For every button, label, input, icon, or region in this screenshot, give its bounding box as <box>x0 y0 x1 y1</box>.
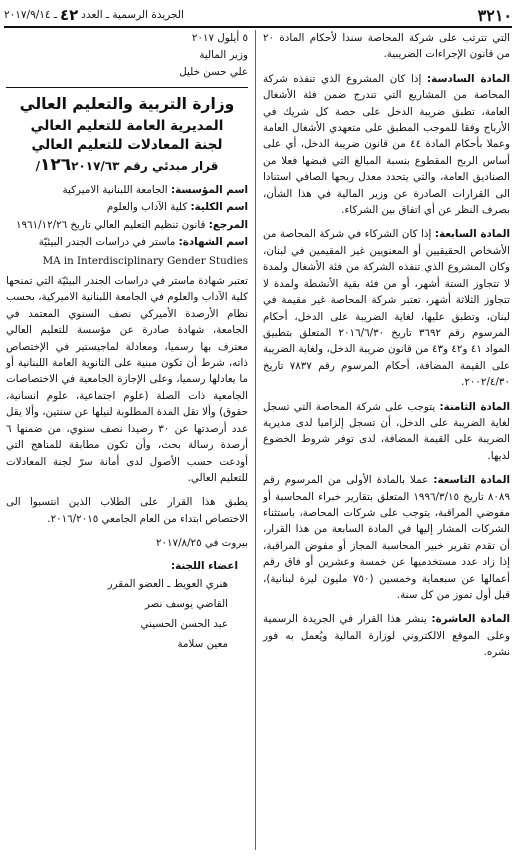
decision-body: تعتبر شهادة ماستر في دراسات الجندر البيئيّة التي تمنحها كلية الآداب والعلوم في الجامعة اللبنانية الاميركية، بحسب نظام الأرصدة الأميركي نصف السنوي المعتمد في الجامعة، شهادة صادرة عن مؤسسة للتعليم العالي معترف بها رسميا، ومعادلة لماجيستير في الإختصاص ذاته، شرط أن تكون مبنية على الثانوية العامة اللبنانية أو ما يعادلها رسميا، وعلى الإجازة الجامعية في الاختصاصات الجامعية ذات الصلة (علوم اجتماعية، علوم انسانية، حقوق) وألا تقل المدة المطلوبة لنيلها عن سنتين، وألا يقل عدد أرصدتها عن ٣٠ رصيدا نصف سنوي، من ضمنها ٦ أرصدة رسالة بحث، وأن تكون مطابقة للمناهج التي أودعت حسب الأصول لدى أمانة سرّ لجنة المعادلات للتعليم العالي. <box>6 275 248 484</box>
field-degree <box>6 234 248 250</box>
page-header <box>4 4 512 28</box>
article-9 <box>263 472 510 603</box>
committee-title: لجنة المعادلات للتعليم العالي <box>31 137 223 153</box>
committee-members <box>6 574 248 654</box>
decree-label: قرار مبدئي رقم <box>123 159 219 173</box>
field-faculty <box>6 199 248 215</box>
field-reference <box>6 217 248 233</box>
right-column <box>263 30 510 661</box>
member-name: هنري العويط ـ العضو المقرر <box>107 577 228 590</box>
continued-text: التي تترتب على شركة المحاصة سندا لأحكام المادة ٢٠ من قانون الإجراءات الضريبية. <box>263 32 510 61</box>
article-text: ينشر هذا القرار في الجريدة الرسمية وعلى الموقع الالكتروني لوزارة المالية ويُعمل به فور نشره. <box>263 613 510 659</box>
field-value: ماستر في دراسات الجندر البيئيّة <box>38 236 179 249</box>
field-label: المرجع: <box>208 218 248 231</box>
article-text: إذا كان الشركاء في شركة المحاصة من الأشخاص الحقيقيين أو المعنويين غير المقيمين في لبنان، وكان المشروع الذي تنفذه الشركة من فئة الأشغال ولمدة لا تتجاوز الستة أشهر، أو من فئة بقية الأنشطة ولمدة لا تتجاوز الثلاثة أشهر، تعتبر شركة المحاصة غير مقيمة في لبنان، وتطبق عليها، لغاية الضريبة على الدخل، أحكام المرسوم رقم ٣٦٩٢ تاريخ ٢٠١٦/٦/٣٠ المتعلق بتطبيق المواد ٤١ و٤٢ و٤٣ من قانون ضريبة الدخل، ولغاية الضريبة على القيمة المضافة، أحكام المرسوم رقم ٧٨٣٧ تاريخ ٢٠٠٢/٤/٣٠. <box>263 228 510 389</box>
article-text: إذا كان المشروع الذي تنفذه شركة المحاصة من المشاريع التي تندرج ضمن فئة الأشغال العامة، تطبق ضريبة الدخل على حصة كل شريك في الأرباح وفقا للموجب المطبق على متعهدي الأشغال العامة وعملا بأحكام المادة ٤٤ من قانون ضريبة الدخل، أي على أساس الربح المقطوع بنسبة المبالغ التي قبضها فعلا من الصناديق العامة، والتي يتحدد معدل ربحها الصافي استنادا الى القرارات الصادرة عن وزير المالية في هذا الشأن، بصرف النظر عن أي اتفاق بين الشركاء. <box>263 72 510 217</box>
field-institution <box>6 182 248 198</box>
field-value: قانون تنظيم التعليم العالي تاريخ ١٩٦١/١٢/٢٦ <box>15 218 209 231</box>
article-label: المادة الثامنة: <box>439 400 510 413</box>
committee-members-title: اعضاء اللجنة: <box>170 559 238 572</box>
article-8 <box>263 399 510 465</box>
running-title <box>4 6 184 24</box>
member-name: عبد الحسن الحسيني <box>140 617 228 630</box>
article-label: المادة السادسة: <box>426 72 510 85</box>
minister-signoff <box>6 30 248 81</box>
member-name: القاضي يوسف نصر <box>144 597 228 610</box>
issue-number: ٤٢ <box>59 6 79 24</box>
field-label: اسم الشهادة: <box>178 236 248 249</box>
member-name: معين سلامة <box>177 637 228 650</box>
article-label: المادة السابعة: <box>434 228 510 241</box>
issue-date: ـ ٢٠١٧/٩/١٤ <box>4 9 57 21</box>
article-label: المادة التاسعة: <box>433 474 510 487</box>
field-value: كلية الآداب والعلوم <box>106 201 191 214</box>
gazette-name: الجريدة الرسمية ـ العدد <box>81 9 184 21</box>
field-label: اسم المؤسسة: <box>170 184 248 196</box>
decree-heading <box>6 155 248 176</box>
article-6 <box>263 71 510 219</box>
article-text: عملا بالمادة الأولى من المرسوم رقم ٨٠٨٩ تاريخ ١٩٩٦/٣/١٥ المتعلق بتقارير خبراء المحاسبة أو مفوضي المراقبة، يتوجب على شركات المحاصة، باستثناء الشركات المشار إليها في المادة السابعة من هذا القرار، أن تقدم تقرير خبير المحاسبة المجاز أو مفوض المراقبة، إذا زاد عدد مستخدميها عن خمسة وعشرين أو فاق رقم أعمالها عن سبعماية وخمسين (٧٥٠ مليون ليرة لبنانية)، قبل أول تموز من كل سنة. <box>263 474 510 601</box>
field-label: اسم الكلية: <box>190 201 248 214</box>
page-number: ٣٢١٠ <box>477 5 512 25</box>
ministry-title: وزارة التربية والتعليم العالي <box>19 95 235 113</box>
directorate-title: المديرية العامة للتعليم العالي <box>30 118 224 134</box>
article-7 <box>263 226 510 390</box>
decree-number: ١٢٦ <box>39 155 72 175</box>
section-separator <box>6 87 248 88</box>
article-text: يتوجب على شركة المحاصة التي تسجل لغاية الضريبة على الدخل، أن تسجل إلزاميا لدى مديرية الضريبة على القيمة المضافة، لدى توفر شروط الخضوع لديها. <box>263 400 510 462</box>
field-value: الجامعة اللبنانية الاميركية <box>62 184 171 196</box>
article-10 <box>263 611 510 660</box>
place-date: بيروت في ٢٠١٧/٨/٢٥ <box>155 537 248 550</box>
applicability-text: يطبق هذا القرار على الطلاب الذين انتسبوا الى الاختصاص ابتداء من العام الجامعي ٢٠١٦/٢٠١٥. <box>6 496 248 525</box>
signoff-name: علي حسن خليل <box>179 66 248 78</box>
left-column <box>6 30 248 654</box>
column-divider <box>255 30 256 850</box>
decree-suffix: ٢٠١٧/٦٣/ <box>35 159 120 173</box>
signoff-date: ٥ أيلول ٢٠١٧ <box>191 32 248 44</box>
degree-english-title: MA in Interdisciplinary Gender Studies <box>42 254 248 267</box>
signoff-title: وزير المالية <box>199 49 248 61</box>
article-label: المادة العاشرة: <box>431 613 511 626</box>
